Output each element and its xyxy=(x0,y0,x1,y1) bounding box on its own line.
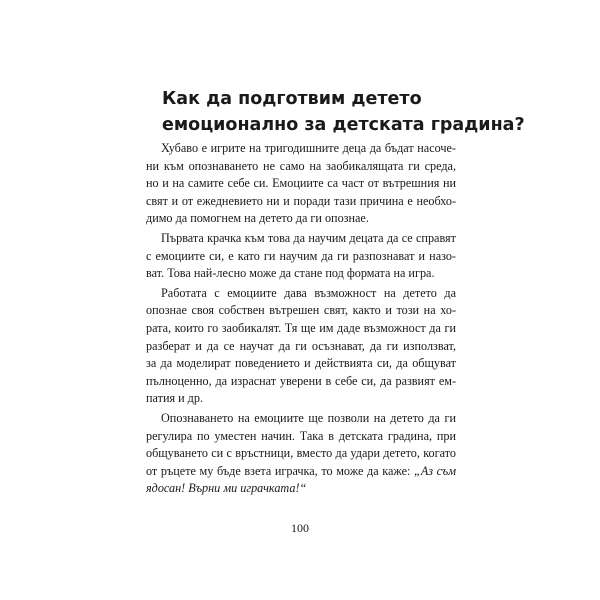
text-line: регулира по уместен начин. Така в детската градина, при xyxy=(146,428,456,443)
text-line: ват. Това най-лесно може да стане под формата на игра. xyxy=(146,266,435,281)
text-line: димо да помогнем на детето да ги опознае. xyxy=(146,211,369,226)
text-line: разберат и да се научат да ги осъзнават, да ги използват, xyxy=(146,338,456,353)
text-line: Хубаво е игрите на тригодишните деца да бъдат насоче- xyxy=(161,141,456,155)
paragraph xyxy=(146,285,456,408)
page-title xyxy=(162,86,525,138)
text-line xyxy=(146,463,456,481)
text-line: общуването си с връстници, вместо да удари детето, когато xyxy=(146,446,456,461)
text-line: рата, които го заобикалят. Тя ще им даде възможност да ги xyxy=(146,320,456,335)
text-line: свят и от ежедневието ни и поради тази причина е необхо- xyxy=(146,193,456,208)
text-line: Работата с емоциите дава възможност на детето да xyxy=(161,285,456,300)
quote-fragment: „Аз съм xyxy=(414,463,456,478)
quote-fragment: ядосан! Върни ми играчката!“ xyxy=(146,481,307,496)
text-line: Първата крачка към това да научим децата да се справят xyxy=(161,230,456,245)
paragraph xyxy=(146,140,456,228)
text-line: Опознаването на емоциите ще позволи на детето да ги xyxy=(161,410,456,425)
text-line: за да моделират поведението и действията си, да общуват xyxy=(146,356,456,371)
page-number: 100 xyxy=(291,521,309,535)
text-line: опознае своя собствен вътрешен свят, както и този на хо- xyxy=(146,303,456,318)
title-line: Как да подготвим детето xyxy=(162,89,422,109)
text-line: ни към опознаването не само на заобикалящата ги среда, xyxy=(146,158,456,173)
text-line: но и на самите себе си. Емоциите са част от вътрешния ни xyxy=(146,176,456,191)
text-line xyxy=(146,480,456,498)
text-line: с емоциите си, е като ги научим да ги разпознават и назо- xyxy=(146,248,456,263)
text-line: патия и др. xyxy=(146,391,204,406)
paragraph xyxy=(146,230,456,283)
text-line: пълноценно, да израснат уверени в себе си, да развият ем- xyxy=(146,373,456,388)
title-line: емоционално за детската градина? xyxy=(162,115,525,135)
paragraph xyxy=(146,410,456,498)
text-segment: от ръцете му бъде взета играчка, то може да каже: xyxy=(146,463,415,478)
body-text xyxy=(146,140,456,500)
